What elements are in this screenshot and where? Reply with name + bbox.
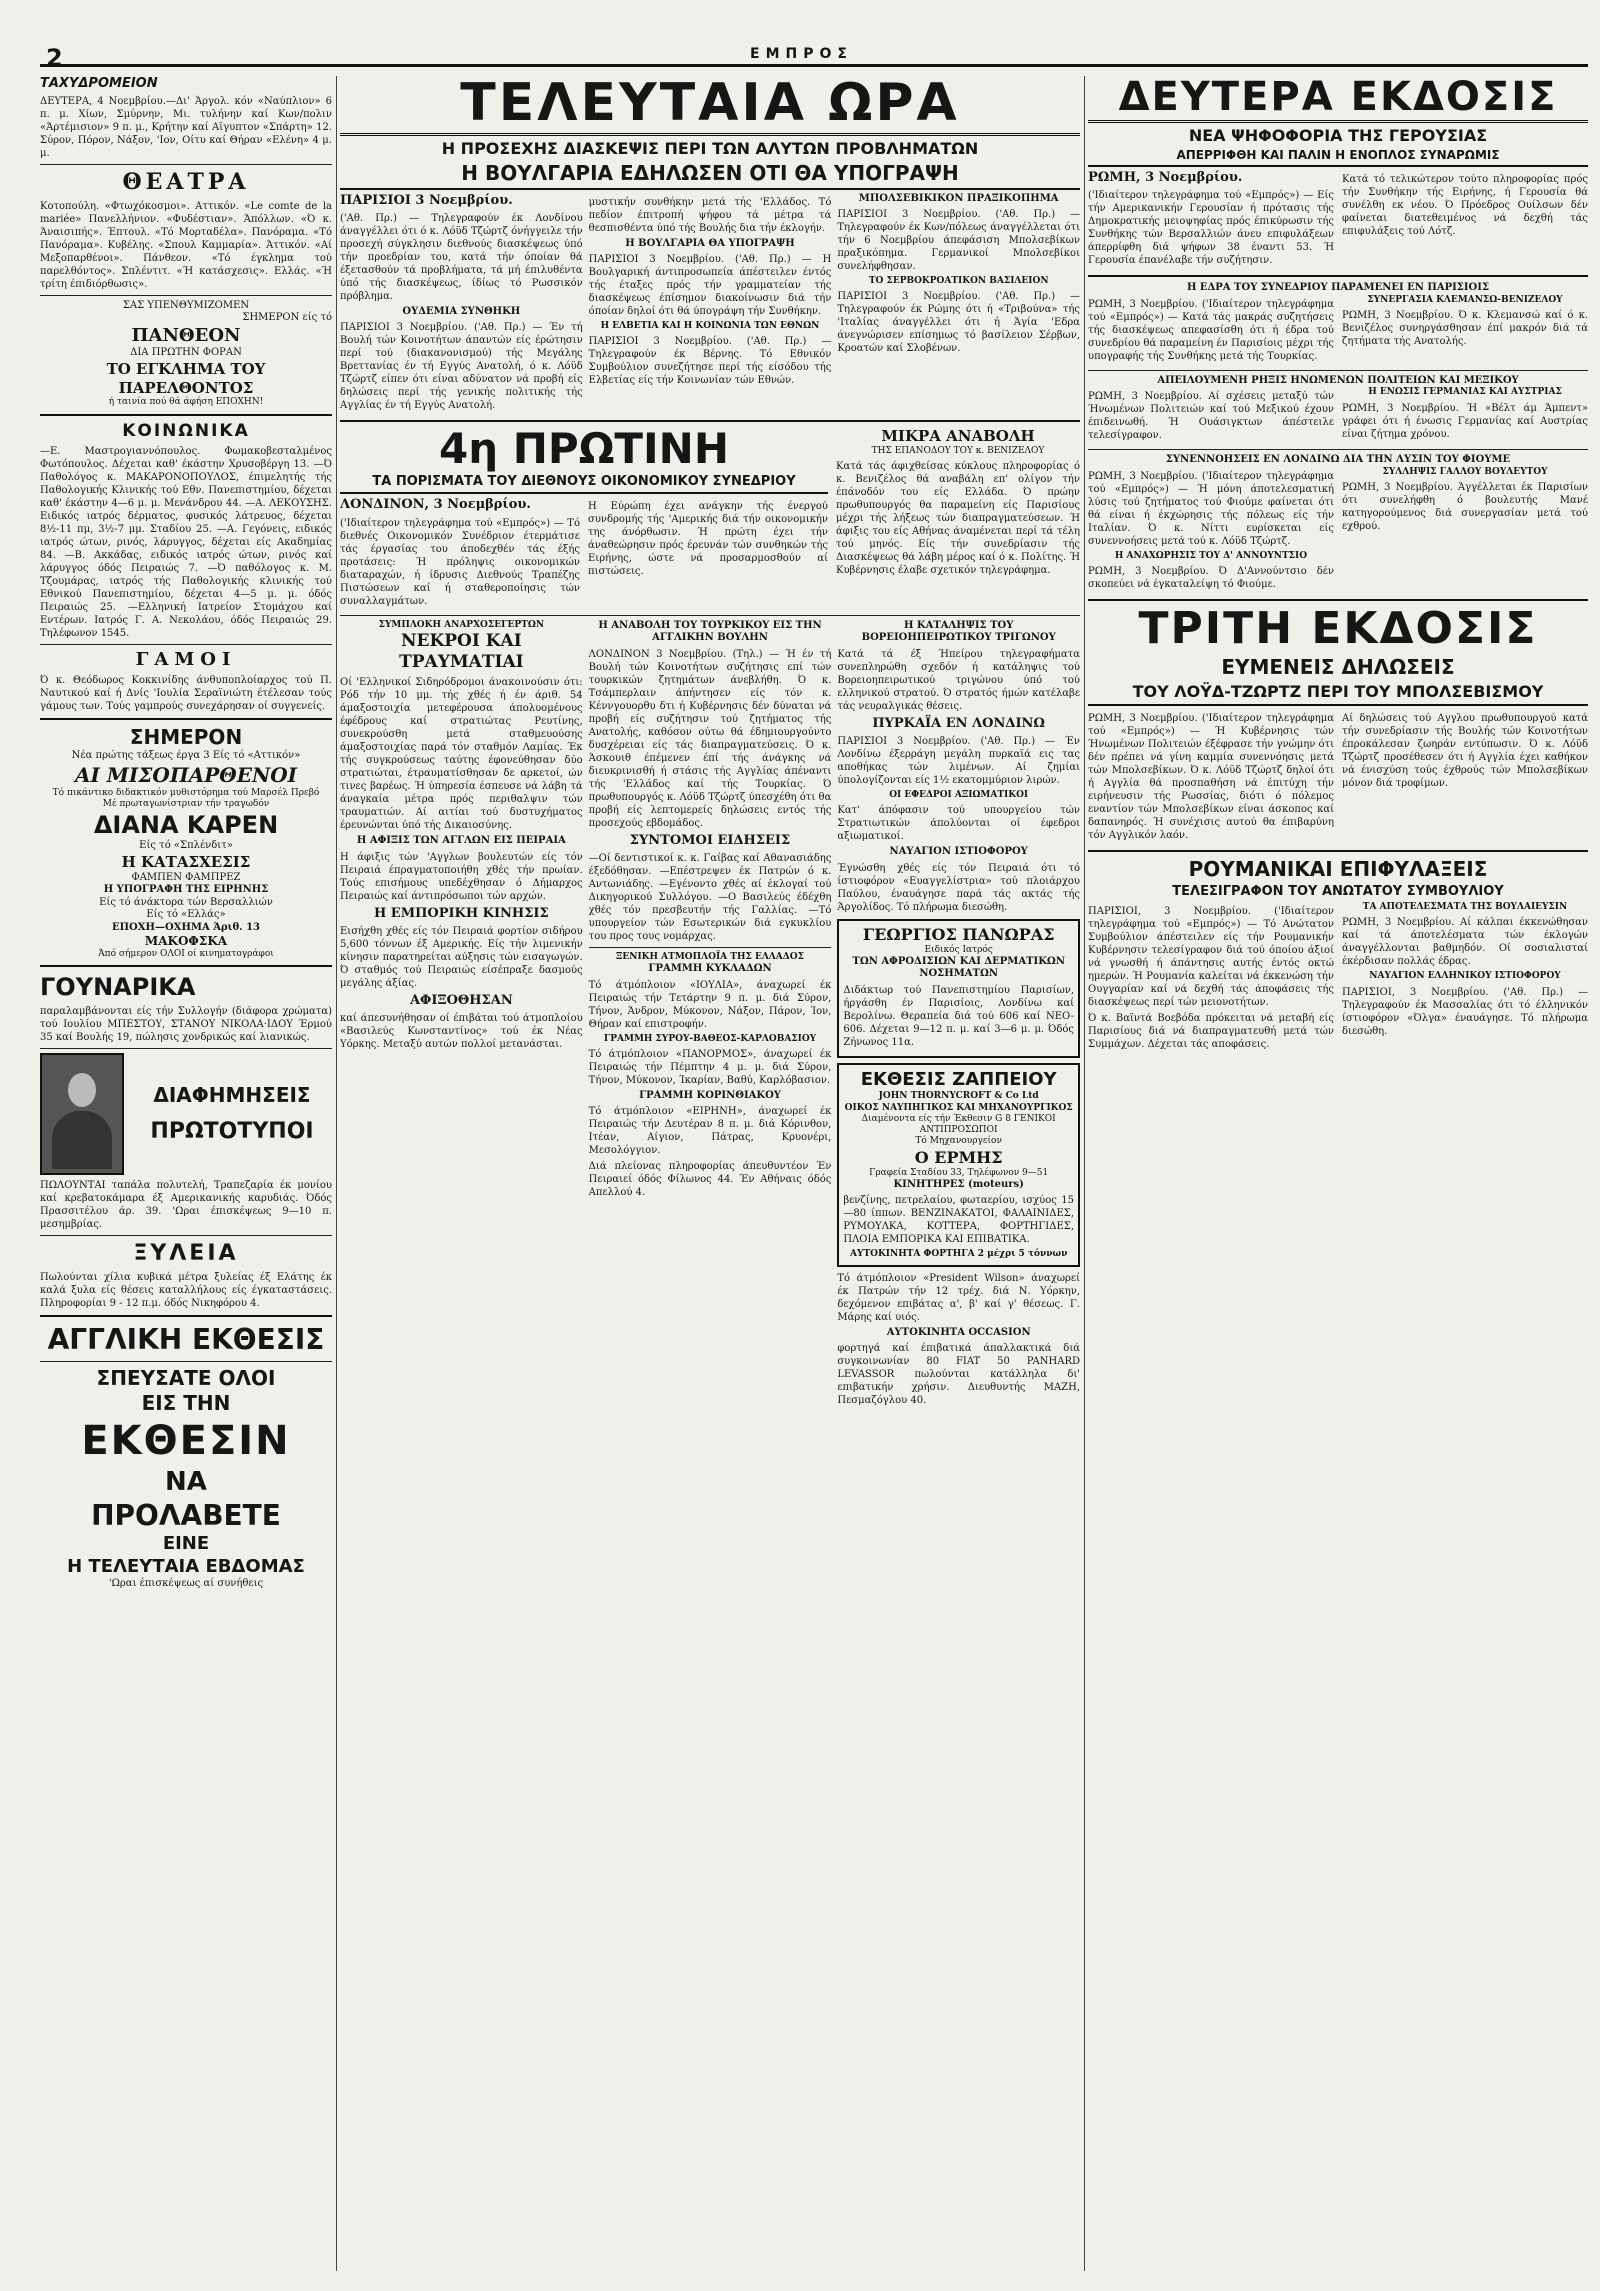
text-12: Η άφιξις τών 'Αγγλων βουλευτών είς τόν Πειραιά έπραγματοποιήθη χθές τήν πρωίαν. Τούς επισήμους υπεδέχθησαν ό Δήμαρχος Πειραιώς καί άντιπρόσωποι τών αρχών.: [340, 851, 583, 902]
theatre-text: Κοτοπούλη. «Φτωχόκοσμοι». Αττικόν. «Le comte de la mariée» Πανελλήνιον. «Φυδέστιαν». Άπόλλων. «Ό κ. Άναισιπής». Έπτουλ. «Τό Μορταδέλα». Πανόραμα. «Τό Πανόραμα». Κυβέλης. «Σπουλ Καμμαρία». Άττικόν. «Αί Μεξοπαρθένοι». Πάνθεον. «Τό έγκλημα τού παρελθόντος». Σπλέντιτ. «Ή κατάσχεσις». Ελλάς. «Ή τρίτη έπιδιόρθωσις».: [40, 200, 332, 290]
zappeion-ad: [837, 1063, 1080, 1267]
oikos: ΟΙΚΟΣ ΝΑΥΠΗΓΙΚΟΣ ΚΑΙ ΜΗΧΑΝΟΥΡΓΙΚΟΣ: [844, 1102, 1073, 1113]
postal-heading: ΤΑΧΥΔΡΟΜΕΙΟΝ: [40, 76, 158, 91]
h-line-syros: ΓΡΑΜΜΗ ΣΥΡΟΥ-ΒΑΘΕΟΣ-ΚΑΡΛΟΒΑΣΙΟΥ: [603, 1033, 817, 1044]
h-piraeus: Η ΑΦΙΞΙΣ ΤΩΝ ΑΓΓΛΩΝ ΕΙΣ ΠΕΙΡΑΙΑ: [356, 835, 566, 847]
doctor-ad: [837, 919, 1080, 1058]
today-heading: ΣΗΜΕΡΟΝ: [129, 725, 243, 750]
text-5: μυστικήν συνθήκην μετά τής 'Ελλάδος. Τό πεδίον έπιτροπή ψήφου τά μέτρα τά θεσπισθέντα ύπό τής Βουλής δια τήν έκλογήν.: [588, 196, 832, 234]
text-8: ('Ιδιαίτερον τηλεγράφημα τού «Εμπρός») — Τό διεθνές Οικονομικόν Συνέδριον έτερμάτισε τάς έργασίας του άποδεχθέν τάς έξής προτάσεις: Ή πρόληψις οικονομικών διαταραχών, ή ίδρυσις Διεθνούς Τραπέζης Πιστώσεων καί ή σταθεροποίησις τών συναλλαγμάτων.: [340, 517, 580, 607]
expo-ad: [40, 1322, 332, 1591]
furs-text: παραλαμβάνονται είς τήν Συλλογήν (διάφορα χρώματα) τού Ιουλίου ΜΠΕΣΤΟΥ, ΣΤΑΝΟΥ ΝΙΚΟΛΑ·ΙΔΟΥ Έρμού 35 καί Βουλής 19, πώλησις χονδρικώς καί λιανικώς.: [40, 1006, 332, 1044]
banner-fourth: 4η ΠΡΩΤΙΝΗ: [439, 424, 729, 474]
theatre-heading: ΘΕΑΤΡΑ: [122, 169, 250, 196]
doc-text: Διδάκτωρ τού Πανεπιστημίου Παρισίων, ήργάσθη έν Παρισίοις, Λονδίνω καί Βερολίνω. Θεραπεία διά τού 606 καί NEO-606. Δέχεται 9—12 π. μ. καί 3—6 μ. μ. Όδός Ζήνωνος 11α.: [843, 984, 1075, 1048]
r-text-5: ΡΩΜΗ, 3 Νοεμβρίου. Αί σχέσεις μεταξύ τών Ήνωμένων Πολιτειών καί τού Μεξικού έχουν έπιδεινωθή. Ή Ουάσιγκτων άπέστειλε τελεσίγραφον.: [1088, 391, 1334, 442]
top-rule: [40, 64, 1588, 67]
diana-title: ΔΙΑΝΑ ΚΑΡΕΝ: [93, 811, 279, 840]
text-24: Έγνώσθη χθές είς τόν Πειραιά ότι τό ίστιοφόρον «Ευαγγελίστρια» τού πλοιάρχου Παύλου, έναυάγησε παρά τάς ακτάς τής Άργολίδος. Τό πλήρωμα διεσώθη.: [837, 862, 1080, 913]
sub-conference: Η ΠΡΟΣΕΧΗΣ ΔΙΑΣΚΕΨΙΣ ΠΕΡΙ ΤΩΝ ΑΛΥΤΩΝ ΠΡΟΒΛΗΜΑΤΩΝ: [441, 138, 979, 158]
r-text-3: ΡΩΜΗ, 3 Νοεμβρίου. ('Ιδιαίτερον τηλεγράφημα τού «Εμπρός») — Κατά τάς μακράς συζητήσεις τής διασκέψεως απεφασίσθη ότι ή έδρα τού συνεδρίου θά παραμείνη έν Παρισίοις μέχρι τής υπογραφής τής Συνθήκης μετά τής Τουρκίας.: [1088, 298, 1334, 362]
social-text: —Ε. Μαστρογιαννόπουλος. Φωμακοβεσταλμένος Φωτόπουλος. Δέχεται καθ' έκάστην Χρυσοβέργη 13. —Ό Παθολόγος κ. ΜΑΚΑΡΟΝΟΠΟΥΛΟΣ, έπιμελητής τής Παθολογικής Κλινικής τού Εθν. Πανεπιστημίου, δέχεται καθ' έκάστην 4—6 μ. μ. Μενάνδρου 44. —Α. ΛΕΚΟΥΣΗΣ. Ειδικός ιατρός δέρματος, φυσικός λάτρευος, δέχεται 8½-11 πμ, 3½-7 μμ. Σταδίου 25. —Α. Γεγόνεις, ειδικός ιατρός ώτων, ρινός, λάρυγγος, δέχεται είς Ακαδημίας 84. —Β. Ακκάδας, ειδικός ιατρός ώτων, ρινός καί λάρυγγος όδός Πειραιώς 7. —Ό παθόλογος κ. Μ. Τζουμάρας, ιατρός τής Παθολογικής κλινικής τού Εθνικού Πανεπιστημίου, δέχεται 4—5 μ. μ. όδός Πειραιώς 25. —Ελληνική Ιατρείον Στομάχου καί Εντέρων. Ιατρός Γ. Α. Νεκολάου, όδός Πειραιώς 29. Τηλέφωνον 1545.: [40, 445, 332, 639]
text-7: ΠΑΡΙΣΙΟΙ 3 Νοεμβρίου. ('Αθ. Πρ.) — Τηλεγραφούν έκ Ρώμης ότι ή «Τριβούνα» τής 'Ιταλίας άναγγέλλει ότι ή Άγία 'Εδρα άνεγνώρισεν επίσημως τό βασίλειον Σέρβων, Κροατών καί Σλοβένων.: [837, 291, 1080, 355]
h-wreck-2: ΝΑΥΑΓΙΟΝ ΕΛΛΗΝΙΚΟΥ ΙΣΤΙΟΦΟΡΟΥ: [1369, 971, 1561, 982]
sub-bulgaria: Η ΒΟΥΛΓΑΡΙΑ ΕΔΗΛΩΣΕΝ ΟΤΙ ΘΑ ΥΠΟΓΡΑΨΗ: [340, 161, 1080, 190]
h-no-treaty: ΟΥΔΕΜΙΑ ΣΥΝΘΗΚΗ: [402, 305, 521, 317]
expo-ekthesin: ΕΚΘΕΣΙΝ: [81, 1417, 291, 1464]
text-10: Οί 'Ελληνικοί Σιδηρόδρομοι άνακοινούσιν ότι: Ρόδ τήν 10 μμ. τής χθές ή έν άριθ. 54 άμαξοστοιχία μετεφέρουσα άπολυομένους έφέδρους καί στρατιώτας Ρευτίνης, συνεκρούσθη μετά σταθμευούσης άμαξοστοιχίας παρά τόν σταθμόν Λαμίας. Έκ τής συγκρούσεως ταύτης έφονεύθησαν δύο στρατιώται, έτραυματίσθησαν δε αρκετοί, ών τινες βαρέως. Ή ύπηρεσία έσπευσε νά λάβη τά άναγκαία μέτρα πρός περιθαλψιν τών τραυματιών. Αί αιτίαι τού δυστυχήματος έρευνώνται ύπό τής Δικαιοσύνης.: [340, 677, 583, 832]
ermis: Ο ΕΡΜΗΣ: [914, 1147, 1003, 1167]
h-fire: ΠΥΡΚΑΪΑ ΕΝ ΛΟΝΔΙΝΩ: [872, 715, 1045, 731]
h-mexico: ΑΠΕΙΛΟΥΜΕΝΗ ΡΗΞΙΣ ΗΝΩΜΕΝΩΝ ΠΟΛΙΤΕΙΩΝ ΚΑΙ ΜΕΞΙΚΟΥ: [1157, 374, 1519, 386]
sub-senate: ΝΕΑ ΨΗΦΟΦΟΡΙΑ ΤΗΣ ΓΕΡΟΥΣΙΑΣ: [1188, 126, 1488, 145]
h-results: ΤΑ ΑΠΟΤΕΛΕΣΜΑΤΑ ΤΗΣ ΒΟΥΛΑΙΕΥΣΙΝ: [1362, 902, 1568, 913]
doc-sub: Ειδικός Ιατρός: [924, 944, 993, 955]
crime-sub: ή ταινία πού θά άφήση ΕΠΟΧΗΝ!: [108, 397, 264, 408]
text-13: Εισήχθη χθές είς τόν Πειραιά φορτίον σιδήρου 5,600 τόννων έξ Αμερικής. Είς τήν λιμενικήν κίνησιν παρατηρείται αύξησις τών εισαγωγών. Ό σταθμός τού Πειραιώς είσέπραξε δασμούς μεγάλης άξίας.: [340, 926, 583, 990]
trucks: ΑΥΤΟΚΙΝΗΤΑ ΦΟΡΤΗΓΑ 2 μέχρι 5 τόννων: [850, 1249, 1068, 1260]
postal-text: ΔΕΥΤΕΡΑ, 4 Νοεμβρίου.—Δι' Άργολ. κόν «Ναύπλιον» 6 π. μ. Χίων, Σμύρνην, Μι. τυλήνην καί Κων/πολιν «Άρτέμισιον» 9 π. μ., Κρήτην καί Αϊγυπτον «Σπάρτη» 12. Σύρον, Πόρον, Νάξον, 'Ιον, Οίτυ καί Θήραν «Ελένη» 4 μ. μ.: [40, 96, 332, 160]
sub-third-1: ΕΥΜΕΝΕΙΣ ΔΗΛΩΣΕΙΣ: [1221, 655, 1455, 680]
top-bar: [40, 42, 1588, 72]
sub-rejected: ΑΠΕΡΡΙΦΘΗ ΚΑΙ ΠΑΛΙΝ Η ΕΝΟΠΛΟΣ ΣΥΝΑΡΩΜΙΣ: [1088, 148, 1588, 167]
wilson: Τό άτμόπλοιον «President Wilson» άναχωρεί έκ Πατρών τήν 12 τρέχ. διά Ν. Υόρκην, δεχόμενον επιβάτας α', β' καί γ' θέσεως. Γ. Μάρης καί υιός.: [837, 1272, 1080, 1323]
epoch: ΕΠΟΧΗ—ΟΧΗΜΑ Άριθ. 13: [111, 921, 260, 933]
h-romania: ΡΟΥΜΑΝΙΚΑΙ ΕΠΙΦΥΛΑΞΕΙΣ: [1188, 857, 1488, 882]
text-20: Κατά τάς άφιχθείσας κύκλους πληροφορίας ό κ. Βενιζέλος θά αναβάλη επ' ολίγον τήν έπάνοδόν του είς Ελλάδα. Ό πρώην πρωθυπουργός θα παραμείνη είς Παρισίους μέχρι τής λήξεως τών διαπραγματεύσεων. Ή άφιξις του είς Αθήνας άναμένεται περί τά τέλη τού μηνός. Είς τήν συνεδρίασιν τής Διασκέψεως θά λάβη μέρος καί ό κ. Πολίτης. Ή Κυβέρνησις έλαβε σχετικόν τηλεγράφημα.: [836, 461, 1080, 577]
h-trade: Η ΕΜΠΟΡΙΚΗ ΚΙΝΗΣΙΣ: [373, 905, 549, 921]
text-17: Τό άτμόπλοιον «ΠΑΝΟΡΜΟΣ», άναχωρεί έκ Πειραιώς τήν Πέμπτην 4 μ. μ. διά Σύρον, Τήνον, Μύκονον, Ίκαρίαν, Βαθύ, Καρλόβασιον.: [588, 1048, 832, 1086]
r-text-6: ΡΩΜΗ, 3 Νοεμβρίου. Ή «Βέλτ άμ Άμπεντ» γράφει ότι ή ένωσις Γερμανίας καί Αυστρίας είναι ζήτημα χρόνου.: [1342, 402, 1588, 440]
expo2-title: ΕΚΘΕΣΙΣ ΖΑΠΠΕΙΟΥ: [860, 1068, 1057, 1090]
text-19: Διά πλείονας πληροφορίας άπευθυντέον Έν Πειραιεί όδός Φίλωνος 44. Έν Αθήναις όδός Απελλού 4.: [588, 1161, 832, 1199]
today-text: Νέα πρώτης τάξεως έργα 3 Είς τό «Αττικόν»: [71, 750, 301, 762]
text-23: Κατ' άπόφασιν τού υπουργείου τών Στρατιωτικών άπολύονται οί έφεδροι αξιωματικοί.: [837, 805, 1080, 843]
crime-title: ΤΟ ΕΓΚΛΗΜΑ ΤΟΥ ΠΑΡΕΛΘΟΝΤΟΣ: [106, 359, 266, 397]
expo-to: ΕΙΣ ΤΗΝ: [141, 1390, 231, 1415]
text-9: Η Εύρώπη έχει ανάγκην τής ένεργού συνδρομής τής 'Αμερικής διά τήν οικονομικήν της άνόρθωσιν. Ή πρώτη έχει τήν άναθεώρησιν πρός έρευνάν τών συνθηκών τής Ειρήνης, ώστε νά προσαρμοσθούν αί πιστώσεις.: [588, 501, 828, 578]
expo-eine: ΕΙΝΕ: [162, 1533, 210, 1555]
splendid: Είς τό «Σπλένδιτ»: [139, 840, 233, 852]
r-text-4: ΡΩΜΗ, 3 Νοεμβρίου. Ό κ. Κλεμανσώ καί ό κ. Βενιζέλος συνηργάσθησαν έπί μακρόν διά τά ζητήματα τής Ανατολής.: [1342, 310, 1588, 347]
h-wreck: ΝΑΥΑΓΙΟΝ ΙΣΤΙΟΦΟΡΟΥ: [889, 846, 1028, 858]
motors: ΚΙΝΗΤΗΡΕΣ (moteurs): [893, 1178, 1024, 1190]
motors-text: βενζίνης, πετρελαίου, φωταερίου, ισχύος 15—80 ίππων. ΒΕΝΖΙΝΑΚΑΤΟΙ, ΦΑΛΑΙΝΙΔΕΣ, ΡΥΜΟΥΛΚΑ, ΚΟΤΤΕΡΑ, ΦΟΡΤΗΓΙΔΕΣ, ΠΛΟΙΑ ΕΜΠΟΡΙΚΑ ΚΑΙ ΕΠΙΒΑΤΙΚΑ.: [843, 1195, 1075, 1246]
text-21: Κατά τά έξ Ήπείρου τηλεγραφήματα συνεπληρώθη σχεδόν ή κατάληψις τού Βορειοηπειρωτικού τριγώνου ύπό τού ελληνικού στρατού. Ό στρατός ήμών κατέλαβε τάς νευραλγικάς θέσεις.: [837, 648, 1080, 712]
column-divider: [1084, 76, 1085, 2271]
all-go: Άπό σήμερον ΟΛΟΙ οί κινηματογράφοι: [98, 949, 274, 959]
h-germany: Η ΕΝΩΣΙΣ ΓΕΡΜΑΝΙΑΣ ΚΑΙ ΑΥΣΤΡΙΑΣ: [1368, 387, 1562, 398]
text-11: ΛΟΝΔΙΝΟΝ 3 Νοεμβρίου. (Τηλ.) — Ή έν τή Βουλή τών Κοινοτήτων συζήτησις επί τών τουρκικών ζητημάτων άνεβλήθη. Ό κ. Τσάμπερλαιν άπήντησεν είς τόν κ. Κέννγουορθυ δτι ή Κυβέρνησις δέν δύναται νά προβή είς συζήτησιν τού ζητήματος τής Ανατολής, καθόσον ούτω θά έδημιουργούντο δυσχέρειαι είς τάς διαπραγματεύσεις. Ό κ. Άσκουιθ έπέμενεν έπί τής άνάγκης νά διευκρινισθή ή στάσις τής Αγγλίας άπέναντι τής 'Ελλάδος καί τής Τουρκίας. Ό πρωθυπουργός κ. Λόϋδ Τζώρτζ ύπεσχέθη ότι θα προβή είς λεπτομερείς δηλώσεις εντός τής προσεχούς εβδομάδος.: [588, 648, 832, 829]
h-serb: ΤΟ ΣΕΡΒΟΚΡΟΑΤΙΚΟΝ ΒΑΣΙΛΕΙΟΝ: [868, 276, 1049, 287]
h-dannunzio: Η ΑΝΑΧΩΡΗΣΙΣ ΤΟΥ Δ' ΑΝΝΟΥΝΤΣΙΟ: [1114, 550, 1308, 561]
weddings-text: Ό κ. Θεόδωρος Κοκκινίδης άνθυποπλοίαρχος τού Π. Ναυτικού καί ή Δνίς 'Ιουλία Σεραϊνιώτη έτέλεσαν τούς γάμους των. Τούς γαμπρούς συνεχάρησαν οί συγγενείς.: [40, 675, 332, 713]
r-text-13: Ό κ. Βαϊντά Βοεβόδα πρόκειται νά μεταβή είς Παρισίους διά νά διαπραγματευθή μετά τών Συμμάχων. Δέχεται τάς αποφάσεις.: [1088, 1013, 1334, 1051]
r-text-2: Κατά τό τελικώτερον τούτο πληροφορίας πρός τήν Συνθήκην τής Ειρήνης, ή Γερουσία θά συνέλθη εκ νέου. Ό Πρόεδρος Ουίλσων δέν φαίνεται διατεθειμένος νά δεχθή τάς επιφυλάξεις τού Λότζ.: [1342, 174, 1588, 237]
r-text-12: ΠΑΡΙΣΙΟΙ, 3 Νοεμβρίου. ('Ιδιαίτερον τηλεγράφημα τού «Εμπρός») — Τό Ανώτατον Συμβούλιον άπέστειλεν είς τήν Ρουμανικήν Κυβέρνησιν τελεσίγραφον διά τού όποίου άξιοί νά γνωσθή ή άπάντησις αυτής έντός οκτώ ημερών. Ή Ρουμανία καλείται νά έκκενώση τήν Ουγγαρίαν καί νά δεχθή τάς άποφάσεις τής διασκέψεως περί τών μειονοτήτων.: [1088, 906, 1334, 1009]
wood-text: Πωλούνται χίλια κυβικά μέτρα ξυλείας έξ Ελάτης έκ καλά ξυλα είς θέσεις καταλλήλους είς έγκαταστάσεις. Πληροφορίαι 9 - 12 π.μ. όδός Νικηφόρου 4.: [40, 1271, 332, 1309]
h-officers: ΟΙ ΕΦΕΔΡΟΙ ΑΞΙΩΜΑΤΙΚΟΙ: [889, 789, 1029, 800]
h-dead: ΝΕΚΡΟΙ ΚΑΙ ΤΡΑΥΜΑΤΙΑΙ: [399, 630, 524, 673]
h-tight-sub: ΤΗΣ ΕΠΑΝΟΔΟΥ ΤΟΥ κ. ΒΕΝΙΖΕΛΟΥ: [871, 446, 1045, 457]
dateline-london: ΛΟΝΔΙΝΟΝ, 3 Νοεμβρίου.: [340, 497, 531, 513]
dateline-paris: ΠΑΡΙΣΙΟΙ 3 Νοεμβρίου.: [340, 192, 513, 208]
h-bulgaria-sign: Η ΒΟΥΛΓΑΡΙΑ ΘΑ ΥΠΟΓΡΑΨΗ: [625, 237, 795, 249]
text-15: —Οί δεντιστικοί κ. κ. Γαίβας καί Αθανασιάδης έξεδόθησαν. —Επέστρεψεν έκ Πατρών ό κ. Αντωνιάδης. —Εγένοντο χθές αί έκλογαί τού Δικηγορικού Συλλόγου. —Ο Βασιλεύς έδέχθη χθές τόν πρεσβευτήν τής Γαλλίας. —Τό υπουργείον τών Εσωτερικών διά εγκυκλίου του προς τους νομάρχας.: [588, 852, 832, 942]
h-shipping: ΞΕΝΙΚΗ ΑΤΜΟΠΛΟΪΑ ΤΗΣ ΕΛΛΑΔΟΣ: [616, 951, 804, 962]
versailles: Είς τό άνάκτορα τών Βερσαλλιών: [99, 896, 273, 908]
signature: Η ΥΠΟΓΡΑΦΗ ΤΗΣ ΕΙΡΗΝΗΣ: [103, 884, 269, 895]
h-fiume: ΣΥΝΕΝΝΟΗΣΕΙΣ ΕΝ ΛΟΝΔΙΝΩ ΔΙΑ ΤΗΝ ΛΥΣΙΝ ΤΟΥ ΦΙΟΥΜΕ: [1165, 454, 1511, 466]
oikos-sub: Διαμένοντα είς τήν Έκθεσιν G 8 ΓΕΝΙΚΟΙ ΑΝΤΙΠΡΟΣΩΠΟΙ: [861, 1113, 1056, 1136]
expo-na: ΝΑ: [165, 1466, 207, 1497]
hellas: Είς τό «Ελλάς»: [146, 909, 226, 920]
famp: ΦΑΜΠΕΝ ΦΑΜΠΡΕΖ: [131, 871, 241, 883]
furs-title: ΓΟΥΝΑΡΙΚΑ: [40, 973, 196, 1002]
text-6: ΠΑΡΙΣΙΟΙ 3 Νοεμβρίου. ('Αθ. Πρ.) — Τηλεγραφούν έκ Κων/πόλεως άναγγέλλεται ότι τήν 6 Νοεμβρίου άπεφάσιση Μπολσεβίκων πραξικόπημα. Γερμανικοί Μπολσεβίκοι συνελήφθησαν.: [837, 209, 1080, 273]
doc-name: ΓΕΩΡΓΙΟΣ ΠΑΝΩΡΑΣ: [862, 924, 1055, 944]
banner-last-hour: ΤΕΛΕΥΤΑΙΑ ΩΡΑ: [340, 76, 1080, 136]
makofska: ΜΑΚΟΦΣΚΑ: [144, 934, 228, 948]
expo-hours: 'Ωραι έπισκέψεως αί συνήθεις: [108, 1578, 264, 1590]
h-venizelos: ΣΥΝΕΡΓΑΣΙΑ ΚΛΕΜΑΝΣΩ-ΒΕΝΙΖΕΛΟΥ: [1367, 294, 1563, 305]
thornycroft: JOHN THORNYCROFT & Co Ltd: [878, 1091, 1039, 1102]
h-turkish: Η ΑΝΑΒΟΛΗ ΤΟΥ ΤΟΥΡΚΙΚΟΥ ΕΙΣ ΤΗΝ ΑΓΓΛΙΚΗΝ ΒΟΥΛΗΝ: [598, 619, 822, 644]
h-short: ΣΥΝΤΟΜΟΙ ΕΙΔΗΣΕΙΣ: [629, 832, 791, 848]
newspaper-page: [40, 42, 1588, 2277]
r-text-15: ΠΑΡΙΣΙΟΙ, 3 Νοεμβρίου. ('Αθ. Πρ.) — Τηλεγραφούν έκ Μασσαλίας ότι τό έλληνικόν ίστιοφόρον «Όλγα» έναυάγησε. Τό πλήρωμα διεσώθη.: [1342, 986, 1588, 1037]
text-22: ΠΑΡΙΣΙΟΙ 3 Νοεμβρίου. ('Αθ. Πρ.) — Έν Λονδίνω έξερράγη μεγάλη πυρκαϊά εις τας αποθήκας τών λιμένων. Αί ζημίαι ύπολογίζονται είς 1½ εκατομμύριον λιρών.: [837, 735, 1080, 786]
madonna-image: [40, 1053, 124, 1175]
text-1: ('Αθ. Πρ.) — Τηλεγραφούν έκ Λονδίνου άναγγέλλει ότι ό κ. Λόϋδ Τζώρτζ όνήγγειλε τήν προσεχή σύγκλησιν διεθνούς διασκέψεως ύπό τήν προεδρίαν του, κατά τήν όποίαν θά έξετασθούν τά προβλήματα, τά μή έπιλυθέντα ύπό τής διασκέψεως, ίδίως τό Ρωσσικόν πρόβλημα.: [340, 212, 583, 302]
expo-last: Η ΤΕΛΕΥΤΑΙΑ ΕΒΔΟΜΑΣ: [67, 1555, 305, 1577]
h-swiss: Η ΕΛΒΕΤΙΑ ΚΑΙ Η ΚΟΙΝΩΝΙΑ ΤΩΝ ΕΘΝΩΝ: [600, 321, 820, 332]
reminder: ΣΑΣ ΥΠΕΝΘΥΜΙΖΟΜΕΝ: [122, 299, 250, 311]
text-14: καί άπεσυνήθησαν οί έπιβάται τού άτμοπλοίου «Βασιλεύς Κωνσταντίνος» τού έκ Νέας Υόρκης. Μεταξύ αυτών πολλοί μετανάσται.: [340, 1013, 583, 1051]
today-pantheon: ΣΗΜΕΡΟΝ είς τό: [242, 312, 332, 324]
cars-title: ΑΥΤΟΚΙΝΗΤΑ OCCASION: [886, 1326, 1031, 1338]
ermis-pre: Τό Μηχανουργείον: [915, 1136, 1002, 1147]
expo-hurry: ΣΠΕΥΣΑΤΕ ΟΛΟΙ: [96, 1365, 276, 1390]
pantheon-title: ΠΑΝΘΕΟΝ: [131, 324, 241, 346]
masthead: ΕΜΠΡΟΣ: [750, 46, 853, 62]
banner-third-edition: ΤΡΙΤΗ ΕΚΔΟΣΙΣ: [1138, 603, 1538, 654]
h-tight: ΜΙΚΡΑ ΑΝΑΒΟΛΗ: [881, 427, 1035, 446]
column-divider: [336, 76, 337, 2271]
h-bolshevik: ΜΠΟΛΣΕΒΙΚΙΚΟΝ ΠΡΑΞΙΚΟΠΗΜΑ: [858, 192, 1059, 204]
cars-text: φορτηγά καί έπιβατικά άπαλλακτικά διά συγκοινωνίαν 80 FIAT 50 PANHARD LEVASSOR πωλούνται κατάλληλα δι' επιβατικήν χρήσιν. Διευθυντής ΜΑΖΗ, Πεσμαζόγλου 40.: [837, 1343, 1080, 1407]
h-session: Η ΕΔΡΑ ΤΟΥ ΣΥΝΕΔΡΙΟΥ ΠΑΡΑΜΕΝΕΙ ΕΝ ΠΑΡΙΣΙΟΙΣ: [1186, 282, 1490, 294]
r-text-14: ΡΩΜΗ, 3 Νοεμβρίου. Αί κάλπαι έκκενώθησαν καί τά άποτελέσματα τών έκλογών άναγγέλλονται βαθμηδόν. Οί σοσιαλισταί έκέρδισαν πολλάς έδρας.: [1342, 917, 1588, 968]
h-arrivals: ΑΦΙΞΟΘΗΣΑΝ: [409, 993, 513, 1009]
right-column: [1088, 76, 1588, 2271]
expo-title: ΑΓΓΛΙΚΗ ΕΚΘΕΣΙΣ: [47, 1322, 325, 1356]
h-occupation: Η ΚΑΤΑΛΗΨΙΣ ΤΟΥ ΒΟΡΕΙΟΗΠΕΙΡΩΤΙΚΟΥ ΤΡΙΓΩΝΟΥ: [861, 619, 1056, 644]
h-arrest: ΣΥΛΛΗΨΙΣ ΓΑΛΛΟΥ ΒΟΥΛΕΥΤΟΥ: [1382, 466, 1548, 477]
text-16: Τό άτμόπλοιον «ΙΟΥΛΙΑ», άναχωρεί έκ Πειραιώς τήν Τετάρτην 9 π. μ. διά Σύρον, Τήνον, Άνδρον, Μύκονον, Νάξον, Πάρον, Ίον, Θήραν καί επιστροφήν.: [588, 979, 832, 1030]
h-line-corinth: ΓΡΑΜΜΗ ΚΟΡΙΝΘΙΑΚΟΥ: [639, 1089, 781, 1101]
r-text-1: ('Ιδιαίτερον τηλεγράφημα τού «Εμπρός») — Είς τήν Αμερικανικήν Γερουσίαν ή πρότασις τής Δημοκρατικής μειοψηφίας πρός έπικύρωσιν τής Συνθήκης τών Βερσαλλιών άνευ επιφυλάξεων άπερρίφθη διά ψήφων 38 έναντι 53. Ή Γερουσία έπανέλαβε τήν συζήτησιν.: [1088, 190, 1334, 267]
sub-fourth: ΤΑ ΠΟΡΙΣΜΑΤΑ ΤΟΥ ΔΙΕΘΝΟΥΣ ΟΙΚΟΝΟΜΙΚΟΥ ΣΥΝΕΔΡΙΟΥ: [340, 474, 828, 494]
r-text-11: Αί δηλώσεις τού Αγγλου πρωθυπουργού κατά τήν συνεδρίασιν τής Βουλής τών Κοινοτήτων έπροκάλεσαν ζωηράν εντύπωσιν. Ό κ. Λόϋδ Τζώρτζ προσέθεσεν ότι ή Αγγλία έχει καθήκον νά ένισχύση τούς έχθρούς τών Μπολσεβίκων μόνον διά τροφίμων.: [1342, 713, 1588, 790]
ermis-addr: Γραφεία Σταδίου 33, Τηλέφωνον 9—51: [869, 1167, 1049, 1178]
h-line-cyclades: ΓΡΑΜΜΗ ΚΥΚΛΑΔΩΝ: [648, 963, 772, 975]
sub-romania: ΤΕΛΕΣΙΓΡΑΦΟΝ ΤΟΥ ΑΝΩΤΑΤΟΥ ΣΥΜΒΟΥΛΙΟΥ: [1172, 884, 1504, 900]
dateline-rome: ΡΩΜΗ, 3 Νοεμβρίου.: [1088, 170, 1243, 185]
text-18: Τό άτμόπλοιον «ΕΙΡΗΝΗ», άναχωρεί έκ Πειραιώς τήν Δευτέραν 8 π. μ. διά Κόρινθον, Ιτέαν, Αίγιον, Πάτρας, Κρυονέρι, Μεσολόγγιον.: [588, 1106, 832, 1157]
center-column: [340, 76, 1080, 2271]
diana-pre: Μέ πρωταγωνίστριαν τήν τραγωδόν: [102, 799, 270, 809]
r-text-7: ΡΩΜΗ, 3 Νοεμβρίου. ('Ιδιαίτερον τηλεγράφημα τού «Εμπρός») — Ή μόνη άποτελεσματική λύσις τού ζητήματος τού Φιούμε φαίνεται ότι θά είναι ή έκχώρησις τής πόλεως είς τήν Ιταλίαν. Ό κ. Νίττι ευρίσκεται είς συνεννοήσεις μετά τού κ. Λόϋδ Τζώρτζ.: [1088, 470, 1334, 547]
katasxesis: Η ΚΑΤΑΣΧΕΣΙΣ: [121, 852, 251, 871]
weddings-heading: ΓΑΜΟΙ: [135, 648, 237, 670]
text-2: ΠΑΡΙΣΙΟΙ 3 Νοεμβρίου. ('Αθ. Πρ.) — Έν τή Βουλή τών Κοινοτήτων άπαντών είς έρώτησιν περί τού (διακανονισμού) τής Μεγάλης Βρεττανίας έν τή Εγγύς Ανατολή, ό κ. Λόϋδ Τζώρτζ είπεν ότι είναι αδύνατον νά προβή είς δηλώσεις περί τής γενικής πολιτικής τής Αγγλίας έν τή Εγγύς Ανατολή.: [340, 322, 583, 412]
ads-title1: ΔΙΑΦΗΜΗΣΕΙΣ: [153, 1083, 311, 1107]
expo-prolabete: ΠΡΟΛΑΒΕΤΕ: [91, 1499, 281, 1533]
miso-title: ΑΙ ΜΙΣΟΠΑΡΘΕΝΟΙ: [74, 762, 298, 787]
ads-text: ΠΩΛΟΥΝΤΑΙ ταπάλα πολυτελή, Τραπεζαρία έκ μονίου καί κρεβατοκάμαρα έξ Αμερικανικής καρυδιάς. Όδός Πρασσιτέλου άρ. 39. 'Ωραι έπισκέψεως 9—10 π. μεσημβρίας.: [40, 1180, 332, 1231]
r-text-9: ΡΩΜΗ, 3 Νοεμβρίου. Άγγέλλεται έκ Παρισίων ότι συνελήφθη ό βουλευτής Μανέ κατηγορούμενος διά συνεργασίαν μετά τού εχθρού.: [1342, 482, 1588, 532]
page-number: 2: [46, 44, 63, 72]
text-4: ΠΑΡΙΣΙΟΙ 3 Νοεμβρίου. ('Αθ. Πρ.) — Τηλεγραφούν έκ Βέρνης. Τό Εθνικόν Συμβούλιον συνεζήτησε περί τής είσόδου τής Ελβετίας είς τήν Κοινωνίαν τών Εθνών.: [588, 336, 832, 387]
text-3: ΠΑΡΙΣΙΟΙ 3 Νοεμβρίου. ('Αθ. Πρ.) — Η Βουλγαρική άντιπροσωπεία άπέστειλεν έντός τής έταξες πρός τήν γραμματείαν τής διασκέψεως έπίσημον διακοίνωσιν διά τήν όποίαν δηλοί ότι θά ύπογράψη τήν Συνθήκην.: [588, 254, 832, 318]
r-text-8: ΡΩΜΗ, 3 Νοεμβρίου. Ό Δ'Αννούντσιο δέν σκοπεύει νά έγκαταλείψη τό Φιούμε.: [1088, 566, 1334, 590]
wood-title: ΞΥΛΕΙΑ: [133, 1241, 239, 1267]
r-text-10: ΡΩΜΗ, 3 Νοεμβρίου. ('Ιδιαίτερον τηλεγράφημα τού «Εμπρός») — Ή Κυβέρνησις τών Ήνωμένων Πολιτειών έξέφρασε τήν γνώμην ότι δέν πρέπει νά γίνη καμμία συνεννόησις μετά τών Μπολσεβίκων. Ό κ. Λόϋδ Τζώρτζ δηλοί ότι ή Αγγλία θά προσπαθήση νά έπιτύχη τήν ειρήνευσιν τής Ρωσσίας, διότι ό πόλεμος εναντίον τών Μπολσεβίκων είναι άσκοπος καί δαπανηρός. Ή συνέχισις αυτού θα έπιβαρύνη τόν Αγγλικόν λαόν.: [1088, 713, 1334, 842]
banner-second-edition: ΔΕΥΤΕΡΑ ΕΚΔΟΣΙΣ: [1088, 76, 1588, 123]
miso-sub: Τό πικάντικο διδακτικόν μυθιστόρημα τού Μαρσέλ Πρεβό: [52, 787, 320, 798]
social-heading: ΚΟΙΝΩΝΙΚΑ: [122, 420, 250, 441]
sub-third-2: ΤΟΥ ΛΟΫΔ-ΤΖΩΡΤΖ ΠΕΡΙ ΤΟΥ ΜΠΟΛΣΕΒΙΣΜΟΥ: [1088, 682, 1588, 706]
h-clash: ΣΥΜΠΛΟΚΗ ΑΝΑΡΧΟΣΕΓΕΡΤΩΝ: [378, 619, 545, 630]
ads-title2: ΠΡΩΤΟΤΥΠΟΙ: [150, 1119, 314, 1144]
first-time: ΔΙΑ ΠΡΩΤΗΝ ΦΟΡΑΝ: [130, 347, 242, 359]
left-column: [40, 76, 332, 2271]
doc-spec: ΤΩΝ ΑΦΡΟΔΙΣΙΩΝ ΚΑΙ ΔΕΡΜΑΤΙΚΩΝ ΝΟΣΗΜΑΤΩΝ: [852, 955, 1065, 980]
